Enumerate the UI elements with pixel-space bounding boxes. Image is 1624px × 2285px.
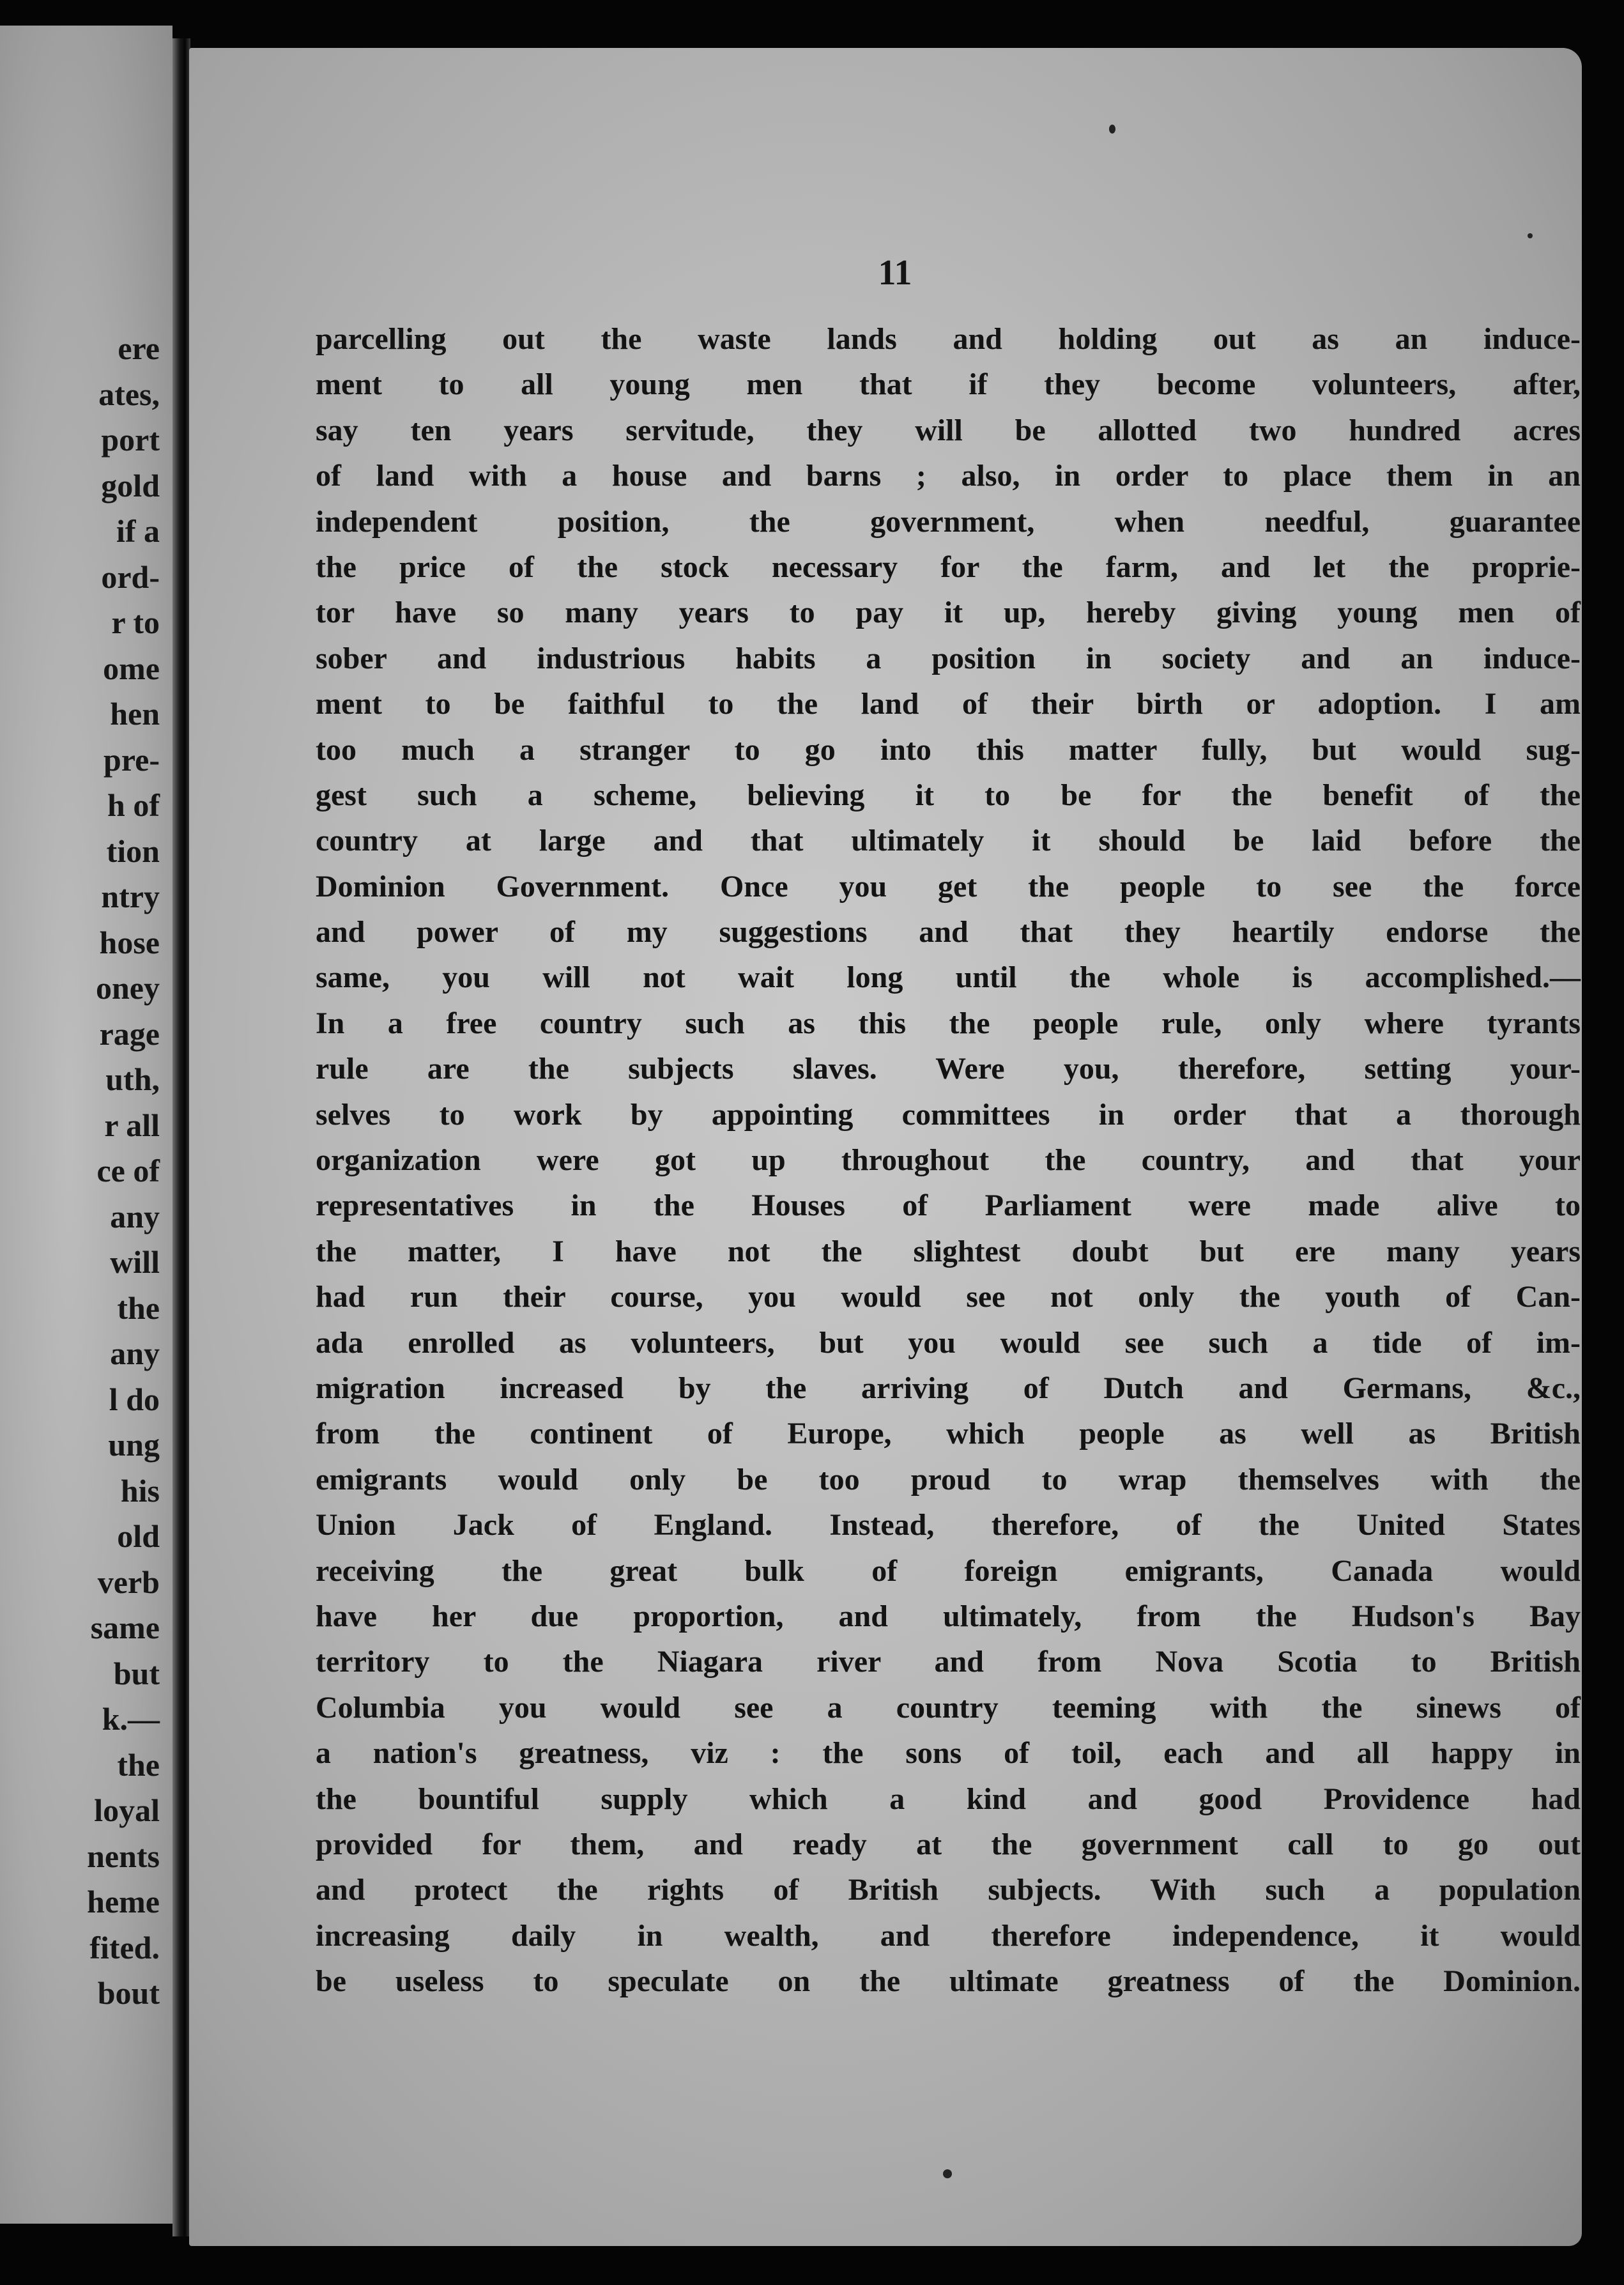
text-line: the bountiful supply which a kind and good Providence had bbox=[316, 1781, 1581, 1816]
facing-page-line: pre- bbox=[103, 741, 160, 778]
facing-page-line: r to bbox=[111, 604, 160, 640]
text-line: be useless to speculate on the ultimate greatness of the Dominion. bbox=[316, 1964, 1581, 1999]
facing-page-text bbox=[87, 326, 160, 2017]
facing-page-line: oney bbox=[96, 970, 160, 1006]
text-line: territory to the Niagara river and from Nova Scotia to British bbox=[316, 1645, 1581, 1679]
facing-page-line: if a bbox=[116, 513, 160, 549]
page-number: 11 bbox=[878, 253, 912, 293]
facing-page-line: ates, bbox=[98, 376, 160, 412]
text-line: parcelling out the waste lands and holding out as an induce- bbox=[316, 322, 1581, 356]
facing-page-fragment bbox=[0, 26, 172, 2224]
facing-page-line: any bbox=[110, 1198, 160, 1235]
book-gutter bbox=[172, 38, 190, 2236]
text-line: ada enrolled as volunteers, but you would see such a tide of im- bbox=[316, 1325, 1581, 1360]
facing-page-line: k.— bbox=[102, 1701, 160, 1737]
text-line: increasing daily in wealth, and therefore independence, it would bbox=[316, 1918, 1581, 1953]
text-line: the matter, I have not the slightest doubt but ere many years bbox=[316, 1234, 1581, 1268]
text-line: tor have so many years to pay it up, hereby giving young men of bbox=[316, 596, 1581, 630]
facing-page-line: old bbox=[117, 1518, 160, 1554]
text-line: representatives in the Houses of Parliament were made alive to bbox=[316, 1189, 1581, 1223]
facing-page-line: heme bbox=[87, 1884, 160, 1920]
text-line: from the continent of Europe, which people as well as British bbox=[316, 1417, 1581, 1451]
text-line: same, you will not wait long until the whole is accomplished.— bbox=[316, 960, 1581, 995]
text-line: Union Jack of England. Instead, therefore, of the United States bbox=[316, 1508, 1581, 1543]
facing-page-line: ome bbox=[103, 650, 160, 686]
ink-speck bbox=[943, 2169, 952, 2178]
text-line: provided for them, and ready at the government call to go out bbox=[316, 1827, 1581, 1861]
text-line: emigrants would only be too proud to wrap themselves with the bbox=[316, 1462, 1581, 1496]
facing-page-line: bout bbox=[97, 1975, 160, 2011]
facing-page-line: ce of bbox=[96, 1153, 160, 1189]
facing-page-line: but bbox=[113, 1655, 160, 1691]
text-line: and protect the rights of British subjects. With such a population bbox=[316, 1873, 1581, 1907]
text-line: Dominion Government. Once you get the people to see the force bbox=[316, 869, 1581, 904]
facing-page-line: hen bbox=[110, 696, 160, 732]
facing-page-line: verb bbox=[97, 1564, 160, 1600]
ink-speck bbox=[1528, 233, 1533, 238]
text-line: independent position, the government, when needful, guarantee bbox=[316, 504, 1581, 539]
facing-page-line: nents bbox=[87, 1838, 160, 1874]
facing-page-line: ntry bbox=[101, 879, 160, 914]
text-line: ment to all young men that if they become volunteers, after, bbox=[316, 367, 1581, 402]
text-line: gest such a scheme, believing it to be for the benefit of the bbox=[316, 778, 1581, 812]
facing-page-line: gold bbox=[101, 467, 160, 504]
page bbox=[189, 48, 1582, 2246]
text-line: sober and industrious habits a position in society and an induce- bbox=[316, 641, 1581, 675]
facing-page-line: any bbox=[110, 1335, 160, 1371]
text-line: ment to be faithful to the land of their birth or adoption. I am bbox=[316, 687, 1581, 721]
text-line: receiving the great bulk of foreign emigrants, Canada would bbox=[316, 1553, 1581, 1588]
facing-page-line: rage bbox=[99, 1015, 160, 1052]
facing-page-line: r all bbox=[104, 1107, 160, 1143]
facing-page-line: the bbox=[117, 1289, 160, 1326]
facing-page-line: loyal bbox=[94, 1792, 160, 1828]
facing-page-line: l do bbox=[109, 1381, 160, 1417]
text-line: and power of my suggestions and that they heartily endorse the bbox=[316, 915, 1581, 950]
facing-page-line: his bbox=[120, 1472, 160, 1509]
ink-speck bbox=[1109, 125, 1115, 134]
text-line: Columbia you would see a country teeming with the sinews of bbox=[316, 1690, 1581, 1725]
text-line: organization were got up throughout the country, and that your bbox=[316, 1143, 1581, 1178]
text-line: say ten years servitude, they will be allotted two hundred acres bbox=[316, 413, 1581, 447]
text-line: country at large and that ultimately it should be laid before the bbox=[316, 824, 1581, 858]
text-line: a nation's greatness, viz : the sons of toil, each and all happy in bbox=[316, 1736, 1581, 1771]
facing-page-line: tion bbox=[106, 833, 160, 869]
text-line: had run their course, you would see not only the youth of Can- bbox=[316, 1280, 1581, 1314]
facing-page-line: port bbox=[101, 422, 160, 458]
facing-page-line: h of bbox=[107, 787, 160, 823]
text-line: the price of the stock necessary for the farm, and let the proprie- bbox=[316, 550, 1581, 584]
facing-page-line: fited. bbox=[89, 1929, 160, 1966]
facing-page-line: hose bbox=[99, 924, 160, 960]
text-line: rule are the subjects slaves. Were you, therefore, setting your- bbox=[316, 1052, 1581, 1086]
text-line: of land with a house and barns ; also, in order to place them in an bbox=[316, 459, 1581, 493]
facing-page-line: the bbox=[117, 1746, 160, 1783]
text-line: too much a stranger to go into this matter fully, but would sug- bbox=[316, 732, 1581, 767]
text-line: migration increased by the arriving of Dutch and Germans, &c., bbox=[316, 1371, 1581, 1405]
facing-page-line: same bbox=[90, 1610, 160, 1645]
facing-page-line: ere bbox=[118, 330, 160, 366]
body-text bbox=[316, 316, 1581, 2004]
text-line: selves to work by appointing committees in order that a thorough bbox=[316, 1097, 1581, 1132]
facing-page-line: uth, bbox=[105, 1061, 160, 1097]
facing-page-line: ung bbox=[108, 1427, 160, 1463]
facing-page-line: ord- bbox=[101, 558, 160, 595]
text-line: In a free country such as this the people rule, only where tyrants bbox=[316, 1006, 1581, 1040]
facing-page-line: will bbox=[110, 1244, 160, 1280]
text-line: have her due proportion, and ultimately, from the Hudson's Bay bbox=[316, 1599, 1581, 1633]
